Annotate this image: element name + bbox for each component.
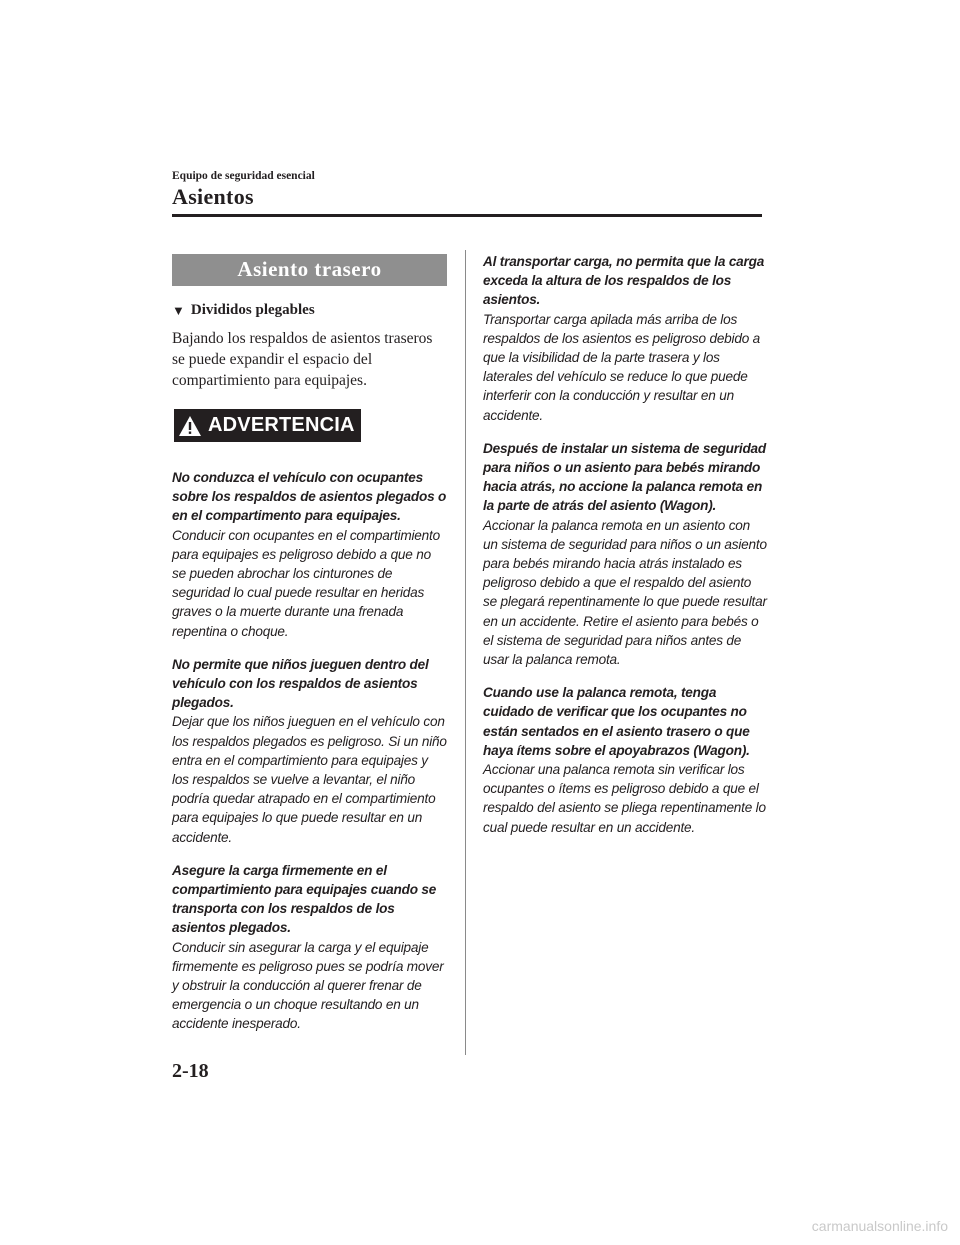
right-column [483, 252, 768, 837]
warning-heading: No permite que niños jueguen dentro del vehículo con los respaldos de asientos plegados. [172, 656, 429, 711]
intro-paragraph: Bajando los respaldos de asientos traseros se puede expandir el espacio del compartimiento para equipajes. [172, 330, 433, 389]
warning-item [483, 683, 768, 837]
watermark: carmanualsonline.info [811, 1218, 948, 1234]
header-section-label: Equipo de seguridad esencial [172, 170, 315, 182]
warning-text: Transportar carga apilada más arriba de los respaldos de los asientos es peligroso debido a que la visibilidad de la parte trasera y los laterales del vehículo se reduce lo que puede interferir con la conducción y resultar en un accidente. [483, 311, 761, 423]
warning-heading: Cuando use la palanca remota, tenga cuidado de verificar que los ocupantes no están sentados en el asiento trasero o que haya ítems sobre el apoyabrazos (Wagon). [483, 685, 750, 758]
warning-item [172, 468, 447, 641]
subheading [172, 302, 447, 319]
warning-label: ADVERTENCIA [208, 414, 355, 436]
warning-text: Dejar que los niños jueguen en el vehículo con los respaldos plegados es peligroso. Si un niño entra en el compartimiento para equipajes y los respaldos se vuelve a levantar, el niño podría quedar atrapado en el compartimiento para equipajes lo que puede resultar en un accidente. [172, 714, 447, 845]
subheading-label: Divididos plegables [190, 302, 315, 318]
warning-heading: Asegure la carga firmemente en el compartimiento para equipajes cuando se transporta con los respaldos de los asientos plegados. [172, 862, 437, 936]
warning-text: Accionar la palanca remota en un asiento con un sistema de seguridad para niños o un asiento para bebés mirando hacia atrás instalado es peligroso debido a que el respaldo del asiento se plegará repentinamente lo que puede resultar en un accidente. Retire el asiento para bebés o el sistema de seguridad para niños antes de usar la palanca remota. [483, 517, 767, 668]
warning-text: Conducir sin asegurar la carga y el equipaje firmemente es peligroso pues se podría mover y obstruir la conducción al querer frenar de emergencia o un choque resultando en un accidente inesperado. [172, 939, 444, 1032]
warning-badge [174, 409, 361, 442]
page-title: Asientos [172, 184, 254, 209]
warning-heading: Después de instalar un sistema de seguridad para niños o un asiento para bebés mirando hacia atrás, no accione la palanca remota en la parte de atrás del asiento (Wagon). [483, 440, 767, 514]
warning-icon [178, 415, 202, 437]
section-title: Asiento trasero [172, 254, 447, 286]
warning-item [483, 439, 768, 669]
warning-heading: Al transportar carga, no permita que la carga exceda la altura de los respaldos de los asientos. [483, 254, 765, 308]
warning-text: Conducir con ocupantes en el compartimiento para equipajes es peligroso debido a que no se pueden abrochar los cinturones de seguridad lo cual puede resultar en heridas graves o la muerte durante una frenada repentina o choque. [172, 527, 440, 639]
warning-text: Accionar una palanca remota sin verificar los ocupantes o ítems es peligroso debido a que el respaldo del asiento se pliega repentinamente lo cual puede resultar en un accidente. [483, 762, 766, 835]
left-column [172, 254, 447, 1034]
warning-item [172, 655, 447, 847]
triangle-down-icon: ▼ [172, 302, 185, 318]
warning-heading: No conduzca el vehículo con ocupantes sobre los respaldos de asientos plegados o en el compartimento para equipajes. [172, 470, 447, 524]
column-divider [465, 250, 466, 1055]
warning-item [172, 861, 447, 1034]
page-number: 2-18 [172, 1060, 209, 1082]
warning-item [483, 252, 768, 425]
header-divider [172, 214, 762, 217]
